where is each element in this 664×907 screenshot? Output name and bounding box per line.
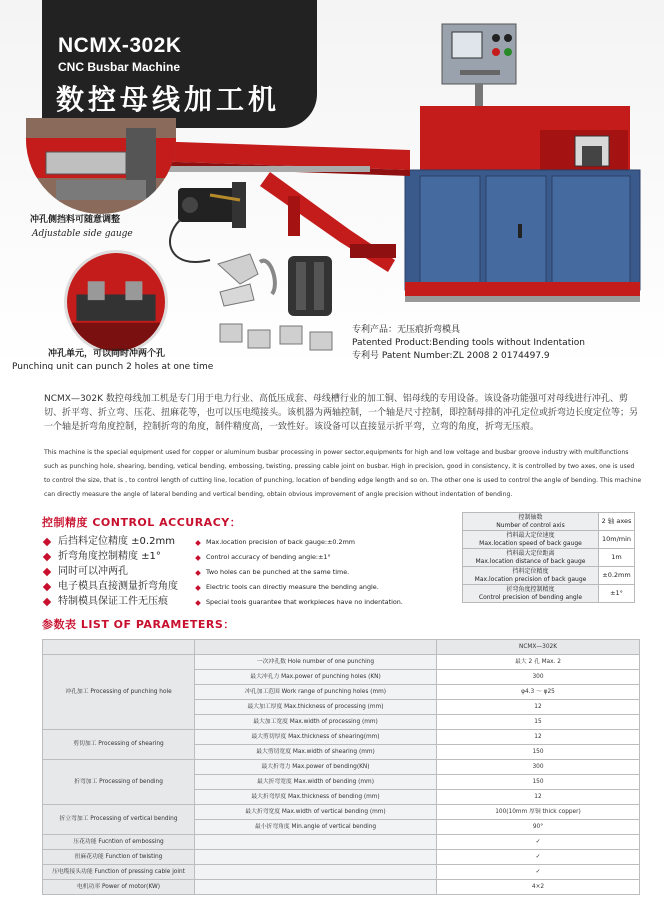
spec-label-cell [463,549,599,567]
category-cell: 电机功率 Power of motor(KW) [43,880,195,895]
list-item [196,580,403,595]
intro-text-en: This machine is the special equipment used for copper or aluminum busbar processing in power sector,equipments for high and low voltage and busbar groove industry with multifunctions such as punching hole, shearing, bending, vetical bending, embossing, twisting, pressing cable joint on busbar. High in precision, good in consistency, it is controlled by two axes, one is used to control the size, that is , to control length of cutting line, location of punching, location of bending edge length and so on. The other one is used to control the angle of bending. This machine can directly measure the angle of lateral bending and vertical bending, obtain obvious improvement of angle precision without indentation of bending. [44,449,642,498]
check-icon: ✓ [437,835,640,850]
control-accuracy-heading: 控制精度 CONTROL ACCURACY： [42,516,242,529]
item-cell: 最大剪切宽度 Max.width of shearing (mm) [195,745,437,760]
accuracy-item-cn: 后挡料定位精度 ±0.2mm [58,536,175,547]
spec-value: ±1° [599,585,635,603]
spec-label-cn: 挡料最大定位距离 [506,550,555,557]
spec-label-cell [463,531,599,549]
item-cell: 一次冲孔数 Hole number of one punching [195,655,437,670]
value-cell: 12 [437,700,640,715]
spec-value: ±0.2mm [599,567,635,585]
bending-tools-image [210,244,350,364]
table-row [43,805,640,820]
diamond-bullet-icon [195,555,201,561]
item-cell: 最大折弯宽度 Max.width of vertical bending (mm) [195,805,437,820]
category-cell: 扭麻花功能 Function of twisting [43,850,195,865]
accuracy-item-cn: 电子模具直接测量折弯角度 [58,581,178,592]
accuracy-item-en: Electric tools can directly measure the bending angle. [206,583,379,591]
spec-value: 10m/min [599,531,635,549]
list-item [44,594,178,609]
spec-label-en: Control precision of bending angle [478,593,583,601]
table-row [43,865,640,880]
table-row [463,513,635,531]
accuracy-list-cn [44,534,178,609]
patent-number: 专利号 Patent Number:ZL 2008 2 0174497.9 [352,351,550,361]
spec-label-cn: 控制轴数 [518,514,543,521]
diamond-bullet-icon [195,570,201,576]
list-item [196,565,403,580]
category-cell: 压花功能 Fucntion of embossing [43,835,195,850]
diamond-bullet-icon [195,540,201,546]
model-header-cell: NCMX—302K [437,640,640,655]
accuracy-item-en: Two holes can be punched at the same time. [206,568,350,576]
punching-unit-detail-image [64,250,168,354]
header-blank-cell [43,640,195,655]
item-cell: 最大折弯宽度 Max.width of bending (mm) [195,775,437,790]
title-panel [42,0,317,128]
spec-label-cn: 挡料定位精度 [512,568,549,575]
value-cell: 90° [437,820,640,835]
accuracy-item-cn: 特制模具保证工件无压痕 [58,596,168,607]
table-row [463,585,635,603]
table-row [43,850,640,865]
diamond-bullet-icon [43,582,51,590]
table-row [43,730,640,745]
item-cell [195,880,437,895]
diamond-bullet-icon [43,552,51,560]
spec-label-en: Max.location speed of back gauge [479,539,582,547]
table-row [43,880,640,895]
item-cell: 最大折弯力 Max.power of bending(KN) [195,760,437,775]
parameters-table [42,639,640,895]
item-cell [195,865,437,880]
diamond-bullet-icon [195,585,201,591]
punching-unit-caption-en: Punching unit can punch 2 holes at one time [12,362,214,370]
patent-caption-cn: 专利产品：无压痕折弯模具 [352,325,461,335]
diamond-bullet-icon [43,567,51,575]
list-item [196,595,403,610]
side-gauge-caption-en: Adjustable side gauge [32,229,133,239]
diamond-bullet-icon [195,600,201,606]
category-cell: 折弯加工 Processing of bending [43,760,195,805]
accuracy-item-cn: 折弯角度控制精度 ±1° [58,551,161,562]
item-cell [195,835,437,850]
product-subtitle: CNC Busbar Machine [58,60,181,74]
value-cell: φ4.3 ～ φ25 [437,685,640,700]
value-cell: 300 [437,670,640,685]
value-cell: 150 [437,775,640,790]
spec-label-cn: 挡料最大定位速度 [506,532,555,539]
category-cell: 剪切加工 Processing of shearing [43,730,195,760]
table-row [463,567,635,585]
hero-section [0,0,664,370]
punching-unit-caption-cn: 冲孔单元，可以同时冲两个孔 [48,349,166,359]
check-icon: ✓ [437,865,640,880]
value-cell: 100(10mm 厚铜 thick copper) [437,805,640,820]
table-row [43,655,640,670]
check-icon: ✓ [437,850,640,865]
accuracy-item-en: Special tools guarantee that workpieces have no indentation. [206,598,403,606]
spec-label-cn: 折弯角度控制精度 [506,586,555,593]
list-item [44,534,178,549]
item-cell: 冲孔加工范围 Work range of punching holes (mm) [195,685,437,700]
category-cell: 冲孔加工 Processing of punching hole [43,655,195,730]
list-item [196,535,403,550]
product-title-cn: 数控母线加工机 [56,83,281,116]
value-cell: 12 [437,730,640,745]
spec-label-en: Max.location distance of back gauge [475,557,586,565]
table-row [43,760,640,775]
control-spec-table [462,512,635,603]
model-name: NCMX-302K [58,34,182,57]
accuracy-item-cn: 同时可以冲两孔 [58,566,128,577]
patent-caption-en: Patented Product:Bending tools without Indentation [352,338,585,348]
diamond-bullet-icon [43,537,51,545]
spec-label-cell [463,585,599,603]
accuracy-item-en: Control accuracy of bending angle:±1° [206,553,331,561]
list-item [196,550,403,565]
parameters-heading: 参数表 LIST OF PARAMETERS： [42,618,235,631]
accuracy-list-en [196,535,403,610]
category-cell: 折立弯加工 Processing of vertical bending [43,805,195,835]
header-blank-cell [195,640,437,655]
item-cell: 最大冲孔力 Max.power of punching holes (KN) [195,670,437,685]
item-cell: 最大加工宽度 Max.width of processing (mm) [195,715,437,730]
list-item [44,579,178,594]
accuracy-item-en: Max.location precision of back gauge:±0.2mm [206,538,356,546]
spec-value: 1m [599,549,635,567]
spec-label-cell [463,513,599,531]
spec-label-en: Number of control axis [496,521,565,529]
item-cell: 最大加工厚度 Max.thickness of processing (mm) [195,700,437,715]
item-cell: 最大剪切厚度 Max.thickness of shearing(mm) [195,730,437,745]
item-cell: 最小折弯角度 Min.angle of vertical bending [195,820,437,835]
value-cell: 4×2 [437,880,640,895]
intro-text-cn: NCMX—302K 数控母线加工机是专门用于电力行业、高低压成套、母线槽行业的加工铜、铝母线的专用设备。该设备功能强可对母线进行冲孔、剪切、折平弯、折立弯、压花、扭麻花等，也可以压电缆接头。该机器为两轴控制，一个轴是尺寸控制，即控制母排的冲孔定位或折弯边长度定位等；另一个轴是折弯角度控制，控制折弯的角度，制件精度高，一致性好。该设备可以直接显示折平弯，立弯的角度，折弯无压痕。 [44,394,639,432]
value-cell: 300 [437,760,640,775]
item-cell [195,850,437,865]
side-gauge-caption-cn: 冲孔侧挡料可随意调整 [30,215,121,225]
value-cell: 12 [437,790,640,805]
list-item [44,549,178,564]
table-row [43,835,640,850]
value-cell: 最大 2 孔 Max. 2 [437,655,640,670]
value-cell: 15 [437,715,640,730]
table-row [463,531,635,549]
spec-value: 2 轴 axes [599,513,635,531]
item-cell: 最大折弯厚度 Max.thickness of bending (mm) [195,790,437,805]
spec-label-cell [463,567,599,585]
value-cell: 150 [437,745,640,760]
list-item [44,564,178,579]
category-cell: 压电缆接头功能 Function of pressing cable joint [43,865,195,880]
table-row [463,549,635,567]
patent-info [352,324,585,363]
diamond-bullet-icon [43,597,51,605]
spec-label-en: Max.location precision of back gauge [474,575,587,583]
table-header-row [43,640,640,655]
